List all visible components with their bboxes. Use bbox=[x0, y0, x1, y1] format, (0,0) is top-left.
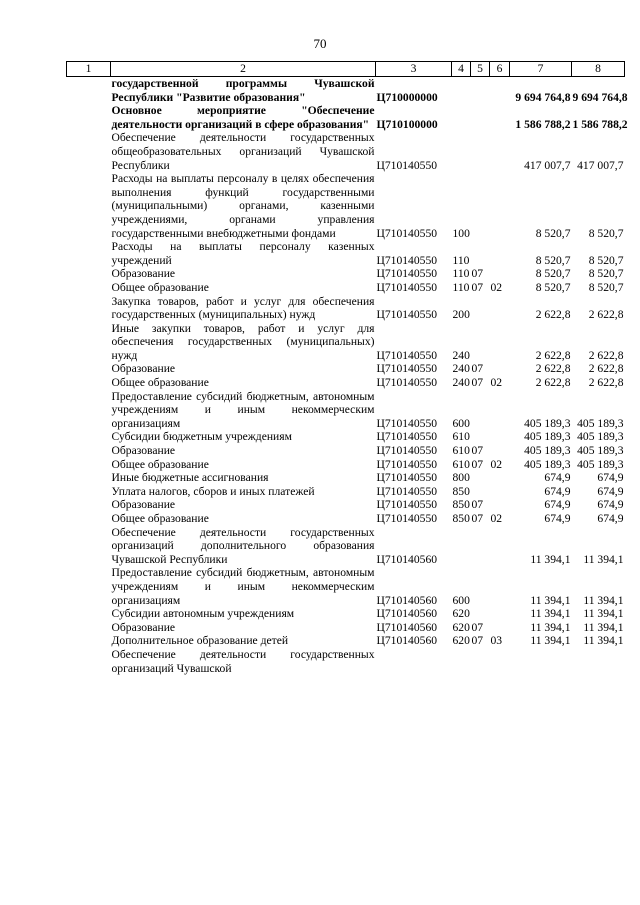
row-vr-cell bbox=[452, 104, 471, 131]
row-blank-cell bbox=[67, 621, 111, 635]
row-amount-2-cell: 11 394,1 bbox=[583, 607, 624, 621]
row-vr-cell bbox=[452, 526, 471, 567]
row-name-cell: Образование bbox=[111, 444, 176, 458]
row-amount-1-cell: 8 520,7 bbox=[535, 267, 571, 281]
row-name-cell: Обеспечение деятельности государственных организаций Чувашской bbox=[111, 647, 375, 675]
row-code-cell: Ц710140550 bbox=[376, 308, 438, 322]
row-pr-cell: 03 bbox=[490, 634, 503, 648]
table-row bbox=[67, 376, 625, 390]
row-code-cell: Ц710140550 bbox=[376, 484, 438, 498]
row-amount-1-cell: 405 189,3 bbox=[524, 430, 571, 444]
row-code-cell: Ц710140550 bbox=[376, 457, 438, 471]
row-rz-cell bbox=[471, 240, 490, 267]
row-rz-cell: 07 bbox=[471, 498, 484, 512]
header-cell-7: 7 bbox=[510, 62, 572, 77]
table-row bbox=[67, 634, 625, 648]
row-vr-cell: 600 bbox=[452, 593, 470, 607]
row-pr-cell bbox=[490, 648, 510, 675]
row-vr-cell: 240 bbox=[452, 362, 470, 376]
row-pr-cell bbox=[490, 485, 510, 499]
table-row bbox=[67, 77, 625, 105]
row-amount-1-cell: 405 189,3 bbox=[524, 444, 571, 458]
row-blank-cell bbox=[67, 444, 111, 458]
row-amount-2-cell: 8 520,7 bbox=[588, 267, 624, 281]
table-row bbox=[67, 485, 625, 499]
row-vr-cell bbox=[452, 648, 471, 675]
row-name-cell: Субсидии автономным учреждениям bbox=[111, 607, 295, 621]
row-name-cell: Уплата налогов, сборов и иных платежей bbox=[111, 484, 315, 498]
row-amount-2-cell: 11 394,1 bbox=[583, 593, 624, 607]
row-amount-2-cell: 2 622,8 bbox=[588, 362, 624, 376]
row-vr-cell: 610 bbox=[452, 457, 470, 471]
row-code-cell: Ц710140550 bbox=[376, 416, 438, 430]
table-row bbox=[67, 104, 625, 131]
row-code-cell: Ц710140550 bbox=[376, 471, 438, 485]
table-row bbox=[67, 512, 625, 526]
row-name-cell: государственной программы Чувашской Республики "Развитие образования" bbox=[111, 77, 375, 104]
row-vr-cell bbox=[452, 131, 471, 172]
row-amount-1-cell: 674,9 bbox=[544, 471, 571, 485]
row-name-cell: Обеспечение деятельности государственных общеобразовательных организаций Чувашской Республики bbox=[111, 131, 375, 172]
row-name-cell: Общее образование bbox=[111, 457, 209, 471]
row-blank-cell bbox=[67, 512, 111, 526]
table-row bbox=[67, 444, 625, 458]
row-blank-cell bbox=[67, 471, 111, 485]
row-blank-cell bbox=[67, 131, 111, 172]
header-cell-5: 5 bbox=[471, 62, 490, 77]
table-row bbox=[67, 526, 625, 567]
row-amount-2-cell: 405 189,3 bbox=[577, 457, 624, 471]
row-blank-cell bbox=[67, 281, 111, 295]
row-amount-1-cell: 2 622,8 bbox=[535, 362, 571, 376]
row-amount-2-cell: 674,9 bbox=[597, 484, 624, 498]
row-blank-cell bbox=[67, 498, 111, 512]
row-name-cell: Общее образование bbox=[111, 376, 209, 390]
row-name-cell: Предоставление субсидий бюджетным, автономным учреждениям и иным некоммерческим организациям bbox=[111, 389, 375, 430]
row-rz-cell bbox=[471, 172, 490, 240]
row-blank-cell bbox=[67, 390, 111, 431]
row-code-cell: Ц710140560 bbox=[376, 620, 438, 634]
table-row bbox=[67, 648, 625, 675]
row-blank-cell bbox=[67, 295, 111, 322]
table-row bbox=[67, 131, 625, 172]
row-rz-cell: 07 bbox=[471, 362, 484, 376]
table-row bbox=[67, 267, 625, 281]
row-blank-cell bbox=[67, 566, 111, 607]
row-amount-1-cell: 8 520,7 bbox=[535, 226, 571, 240]
row-amount-1-cell: 2 622,8 bbox=[535, 308, 571, 322]
row-vr-cell: 620 bbox=[452, 620, 470, 634]
row-amount-2-cell: 674,9 bbox=[597, 512, 624, 525]
row-pr-cell bbox=[490, 430, 510, 444]
row-pr-cell bbox=[490, 390, 510, 431]
row-name-cell: Образование bbox=[111, 498, 176, 512]
row-amount-2-cell: 2 622,8 bbox=[588, 348, 624, 362]
row-amount-1-cell: 674,9 bbox=[544, 498, 571, 512]
row-code-cell: Ц710140550 bbox=[376, 512, 438, 525]
row-blank-cell bbox=[67, 104, 111, 131]
row-amount-2-cell: 9 694 764,8 bbox=[572, 90, 628, 104]
row-amount-1-cell: 674,9 bbox=[544, 512, 571, 525]
row-amount-1-cell: 8 520,7 bbox=[535, 253, 571, 267]
header-cell-8: 8 bbox=[572, 62, 625, 77]
row-vr-cell: 610 bbox=[452, 444, 470, 458]
row-rz-cell: 07 bbox=[471, 280, 484, 294]
row-blank-cell bbox=[67, 376, 111, 390]
row-amount-1-cell: 11 394,1 bbox=[530, 634, 571, 648]
row-rz-cell: 07 bbox=[471, 457, 484, 471]
row-rz-cell bbox=[471, 104, 490, 131]
row-vr-cell: 620 bbox=[452, 634, 470, 648]
row-name-cell: Образование bbox=[111, 620, 176, 634]
row-rz-cell bbox=[471, 131, 490, 172]
row-amount-2-cell: 11 394,1 bbox=[583, 552, 624, 566]
row-rz-cell: 07 bbox=[471, 634, 484, 648]
row-pr-cell bbox=[490, 444, 510, 458]
row-blank-cell bbox=[67, 267, 111, 281]
row-rz-cell: 07 bbox=[471, 267, 484, 281]
row-rz-cell bbox=[471, 648, 490, 675]
row-amount-2-cell: 405 189,3 bbox=[577, 430, 624, 444]
row-vr-cell: 240 bbox=[452, 348, 470, 362]
row-code-cell: Ц710140560 bbox=[376, 593, 438, 607]
row-amount-1-cell: 9 694 764,8 bbox=[515, 90, 571, 104]
row-vr-cell: 600 bbox=[452, 416, 470, 430]
table-row bbox=[67, 322, 625, 363]
row-amount-2-cell: 674,9 bbox=[597, 471, 624, 485]
row-pr-cell bbox=[490, 104, 510, 131]
row-pr-cell bbox=[490, 621, 510, 635]
row-name-cell: Субсидии бюджетным учреждениям bbox=[111, 430, 292, 444]
row-rz-cell bbox=[471, 322, 490, 363]
row-rz-cell: 07 bbox=[471, 620, 484, 634]
row-amount-2-cell: 2 622,8 bbox=[588, 376, 624, 390]
row-amount-2-cell: 8 520,7 bbox=[588, 280, 624, 294]
row-amount-1-cell: 8 520,7 bbox=[535, 280, 571, 294]
row-amount-1-cell: 11 394,1 bbox=[530, 620, 571, 634]
row-code-cell: Ц710100000 bbox=[376, 117, 438, 131]
row-name-cell: Основное мероприятие "Обеспечение деятельности организаций в сфере образования" bbox=[111, 104, 375, 131]
row-amount-2-cell: 405 189,3 bbox=[577, 416, 624, 430]
row-rz-cell bbox=[471, 295, 490, 322]
row-vr-cell: 110 bbox=[452, 280, 470, 294]
row-vr-cell: 240 bbox=[452, 376, 470, 390]
table-row bbox=[67, 295, 625, 322]
row-amount-1-cell: 405 189,3 bbox=[524, 457, 571, 471]
row-blank-cell bbox=[67, 458, 111, 472]
row-name-cell: Дополнительное образование детей bbox=[111, 634, 289, 648]
row-amount-2-cell: 8 520,7 bbox=[588, 253, 624, 267]
row-rz-cell bbox=[471, 526, 490, 567]
row-blank-cell bbox=[67, 648, 111, 675]
budget-table-body bbox=[67, 62, 628, 676]
row-blank-cell bbox=[67, 526, 111, 567]
row-code-cell: Ц710140560 bbox=[376, 607, 438, 621]
row-amount-2-cell: 674,9 bbox=[597, 498, 624, 512]
row-rz-cell bbox=[471, 430, 490, 444]
row-code-cell: Ц710140550 bbox=[376, 444, 438, 458]
header-cell-2: 2 bbox=[111, 62, 376, 77]
row-vr-cell: 850 bbox=[452, 512, 470, 525]
row-amount-2-cell: 2 622,8 bbox=[588, 308, 624, 322]
row-name-cell: Общее образование bbox=[111, 512, 209, 525]
row-name-cell: Иные закупки товаров, работ и услуг для обеспечения государственных (муниципальных) нужд bbox=[111, 321, 375, 362]
row-blank-cell bbox=[67, 485, 111, 499]
row-code-cell: Ц710140550 bbox=[376, 226, 438, 240]
row-vr-cell: 110 bbox=[452, 267, 470, 281]
row-blank-cell bbox=[67, 634, 111, 648]
row-name-cell: Образование bbox=[111, 362, 176, 376]
row-code-cell: Ц710140550 bbox=[376, 267, 438, 281]
row-code-cell: Ц710000000 bbox=[376, 90, 438, 104]
row-code-cell bbox=[376, 648, 452, 675]
row-amount-1-cell: 405 189,3 bbox=[524, 416, 571, 430]
row-name-cell: Общее образование bbox=[111, 280, 209, 294]
header-cell-3: 3 bbox=[376, 62, 452, 77]
row-name-cell: Образование bbox=[111, 267, 176, 281]
row-rz-cell bbox=[471, 471, 490, 485]
table-row bbox=[67, 621, 625, 635]
row-blank-cell bbox=[67, 322, 111, 363]
row-blank-cell bbox=[67, 77, 111, 105]
row-rz-cell bbox=[471, 485, 490, 499]
row-amount-1-cell: 2 622,8 bbox=[535, 348, 571, 362]
row-blank-cell bbox=[67, 240, 111, 267]
row-amount-1-cell: 2 622,8 bbox=[535, 376, 571, 390]
table-row bbox=[67, 362, 625, 376]
row-rz-cell bbox=[471, 77, 490, 105]
row-pr-cell bbox=[490, 172, 510, 240]
row-vr-cell: 800 bbox=[452, 471, 470, 485]
row-pr-cell bbox=[490, 498, 510, 512]
row-pr-cell bbox=[490, 607, 510, 621]
row-pr-cell bbox=[490, 240, 510, 267]
row-rz-cell: 07 bbox=[471, 512, 484, 525]
row-pr-cell bbox=[490, 267, 510, 281]
row-rz-cell: 07 bbox=[471, 376, 484, 390]
row-amount-2-cell: 11 394,1 bbox=[583, 634, 624, 648]
row-pr-cell: 02 bbox=[490, 512, 503, 525]
row-vr-cell: 610 bbox=[452, 430, 470, 444]
row-amount-2-cell: 417 007,7 bbox=[577, 158, 624, 172]
row-rz-cell: 07 bbox=[471, 444, 484, 458]
row-vr-cell: 850 bbox=[452, 498, 470, 512]
row-code-cell: Ц710140550 bbox=[376, 158, 438, 172]
row-amount-1-cell: 11 394,1 bbox=[530, 607, 571, 621]
row-pr-cell bbox=[490, 362, 510, 376]
row-name-cell: Обеспечение деятельности государственных организаций дополнительного образования Чувашской Республики bbox=[111, 525, 375, 566]
row-amount-2-cell: 11 394,1 bbox=[583, 620, 624, 634]
row-amount-1-cell: 11 394,1 bbox=[530, 593, 571, 607]
row-amount-1-cell bbox=[510, 648, 572, 675]
row-pr-cell: 02 bbox=[490, 457, 503, 471]
row-code-cell: Ц710140550 bbox=[376, 430, 438, 444]
row-amount-1-cell: 674,9 bbox=[544, 484, 571, 498]
table-row bbox=[67, 458, 625, 472]
row-pr-cell bbox=[490, 322, 510, 363]
row-code-cell: Ц710140550 bbox=[376, 362, 438, 376]
row-pr-cell bbox=[490, 526, 510, 567]
row-pr-cell bbox=[490, 566, 510, 607]
row-pr-cell bbox=[490, 131, 510, 172]
row-pr-cell bbox=[490, 77, 510, 105]
table-row bbox=[67, 390, 625, 431]
table-header-row bbox=[67, 62, 625, 77]
row-amount-2-cell: 8 520,7 bbox=[588, 226, 624, 240]
row-blank-cell bbox=[67, 172, 111, 240]
row-code-cell: Ц710140560 bbox=[376, 552, 438, 566]
row-amount-2-cell: 1 586 788,2 bbox=[572, 117, 628, 131]
table-row bbox=[67, 498, 625, 512]
header-cell-1: 1 bbox=[67, 62, 111, 77]
table-row bbox=[67, 281, 625, 295]
row-amount-1-cell: 1 586 788,2 bbox=[515, 117, 571, 131]
table-row bbox=[67, 566, 625, 607]
table-row bbox=[67, 607, 625, 621]
row-code-cell: Ц710140550 bbox=[376, 253, 438, 267]
row-vr-cell: 200 bbox=[452, 308, 470, 322]
row-vr-cell: 620 bbox=[452, 607, 470, 621]
row-code-cell: Ц710140560 bbox=[376, 634, 438, 648]
row-amount-1-cell: 11 394,1 bbox=[530, 552, 571, 566]
row-name-cell: Расходы на выплаты персоналу в целях обеспечения выполнения функций государственными (муниципальными) органами, казенными учреждениями, органами управления государственными внебюджетными фондами bbox=[111, 172, 375, 240]
row-pr-cell bbox=[490, 471, 510, 485]
row-vr-cell bbox=[452, 77, 471, 105]
row-name-cell: Иные бюджетные ассигнования bbox=[111, 471, 269, 485]
table-row bbox=[67, 240, 625, 267]
budget-table bbox=[66, 61, 628, 675]
header-cell-4: 4 bbox=[452, 62, 471, 77]
row-amount-2-cell: 405 189,3 bbox=[577, 444, 624, 458]
row-name-cell: Расходы на выплаты персоналу казенных учреждений bbox=[111, 240, 375, 267]
row-vr-cell: 110 bbox=[452, 253, 470, 267]
row-vr-cell: 100 bbox=[452, 226, 470, 240]
row-blank-cell bbox=[67, 607, 111, 621]
header-cell-6: 6 bbox=[490, 62, 510, 77]
row-rz-cell bbox=[471, 390, 490, 431]
table-row bbox=[67, 172, 625, 240]
table-row bbox=[67, 430, 625, 444]
row-code-cell: Ц710140550 bbox=[376, 376, 438, 390]
row-pr-cell: 02 bbox=[490, 280, 503, 294]
row-amount-2-cell bbox=[572, 648, 625, 675]
page-number: 70 bbox=[313, 36, 327, 51]
row-pr-cell bbox=[490, 295, 510, 322]
row-vr-cell: 850 bbox=[452, 484, 470, 498]
row-rz-cell bbox=[471, 607, 490, 621]
row-amount-1-cell: 417 007,7 bbox=[524, 158, 571, 172]
table-row bbox=[67, 471, 625, 485]
row-name-cell: Закупка товаров, работ и услуг для обеспечения государственных (муниципальных) нужд bbox=[111, 294, 375, 322]
row-pr-cell: 02 bbox=[490, 376, 503, 390]
row-rz-cell bbox=[471, 566, 490, 607]
row-blank-cell bbox=[67, 362, 111, 376]
row-blank-cell bbox=[67, 430, 111, 444]
row-code-cell: Ц710140550 bbox=[376, 280, 438, 294]
row-code-cell: Ц710140550 bbox=[376, 498, 438, 512]
row-name-cell: Предоставление субсидий бюджетным, автономным учреждениям и иным некоммерческим организациям bbox=[111, 566, 375, 607]
row-code-cell: Ц710140550 bbox=[376, 348, 438, 362]
